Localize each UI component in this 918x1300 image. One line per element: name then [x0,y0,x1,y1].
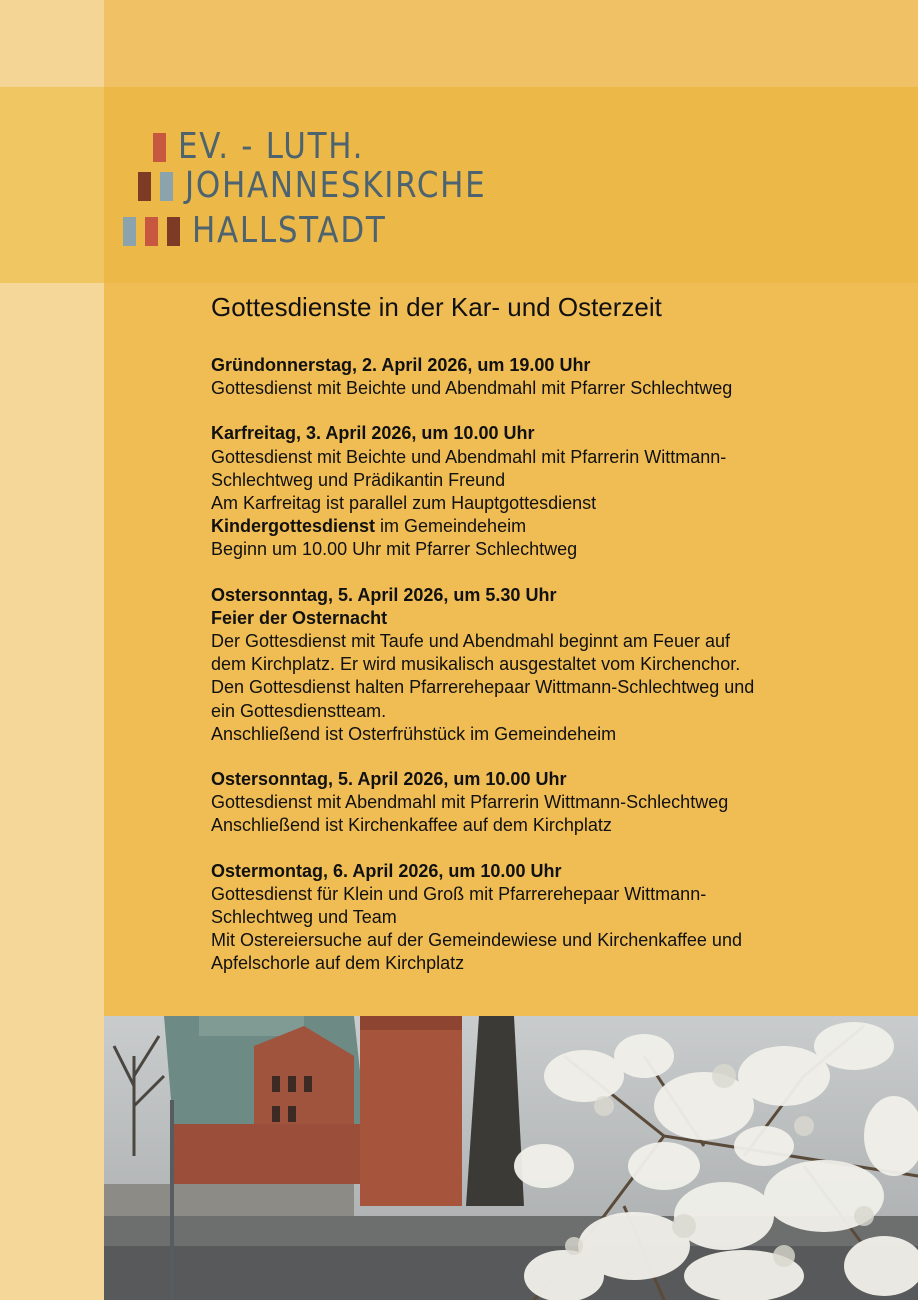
logo-row-2 [138,165,536,206]
logo-line-1: EV. - LUTH. [178,126,365,167]
service-entry [211,860,851,976]
service-text-rest: im Gemeindeheim [375,516,527,537]
service-text: Gottesdienst für Klein und Groß mit Pfarrerehepaar Wittmann- [211,883,707,904]
service-heading: Gründonnerstag, 2. April 2026, um 19.00 Uhr [211,355,591,375]
service-text: Schlechtweg und Team [211,907,397,928]
service-text: Anschließend ist Kirchenkaffee auf dem Kirchplatz [211,815,612,836]
background-left-top [0,0,104,87]
service-text [211,515,851,538]
logo-row-3 [123,210,418,251]
service-text: Schlechtweg und Prädikantin Freund [211,469,506,490]
service-text: Gottesdienst mit Beichte und Abendmahl mit Pfarrerin Wittmann- [211,446,727,467]
service-text: Den Gottesdienst halten Pfarrerehepaar Wittmann-Schlechtweg und [211,677,755,698]
logo-line-2: JOHANNESKIRCHE [185,165,487,206]
service-heading: Ostersonntag, 5. April 2026, um 10.00 Uhr [211,769,567,790]
service-list [211,354,851,998]
logo-square-brown [167,217,180,246]
logo-square-red [153,133,166,162]
service-heading: Karfreitag, 3. April 2026, um 10.00 Uhr [211,423,535,444]
logo-square-grey [160,172,173,201]
service-text: Mit Ostereiersuche auf der Gemeindewiese und Kirchenkaffee und [211,930,742,951]
logo-square-red [145,217,158,246]
service-entry [211,584,851,746]
service-text: Apfelschorle auf dem Kirchplatz [211,953,465,974]
background-left-band [0,87,104,283]
logo-square-brown [138,172,151,201]
logo-square-grey [123,217,136,246]
service-text: Anschließend ist Osterfrühstück im Gemeindeheim [211,723,617,744]
service-entry [211,422,851,561]
background-top-strip [104,0,918,87]
service-text: dem Kirchplatz. Er wird musikalisch ausgestaltet vom Kirchenchor. [211,654,741,675]
page-title: Gottesdienste in der Kar- und Osterzeit [211,292,662,322]
service-text: Am Karfreitag ist parallel zum Hauptgottesdienst [211,493,597,514]
service-text: Beginn um 10.00 Uhr mit Pfarrer Schlechtweg [211,539,578,560]
service-heading: Ostermontag, 6. April 2026, um 10.00 Uhr [211,860,562,881]
logo-line-3: HALLSTADT [192,210,387,251]
service-text: ein Gottesdienstteam. [211,700,387,721]
service-text: Gottesdienst mit Abendmahl mit Pfarrerin Wittmann-Schlechtweg [211,792,729,813]
service-subheading: Feier der Osternacht [211,607,388,628]
service-text: Gottesdienst mit Beichte und Abendmahl mit Pfarrer Schlechtweg [211,378,733,399]
service-entry [211,768,851,838]
church-photo [104,1016,918,1300]
logo-row-1 [153,126,395,167]
service-text: Der Gottesdienst mit Taufe und Abendmahl beginnt am Feuer auf [211,631,730,652]
kindergottesdienst-label: Kindergottesdienst [211,516,376,537]
service-heading: Ostersonntag, 5. April 2026, um 5.30 Uhr [211,584,557,605]
service-entry [211,354,851,400]
